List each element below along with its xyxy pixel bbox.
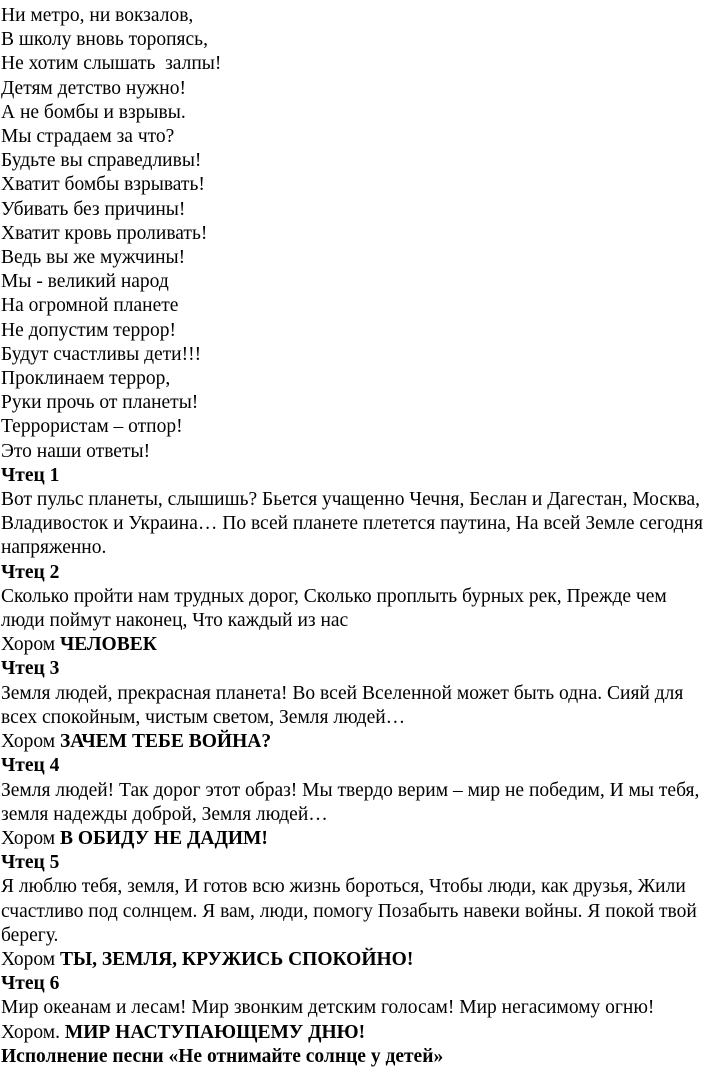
- poem-line: Хватит кровь проливать!: [1, 222, 208, 244]
- poem-line: Будут счастливы дети!!!: [1, 343, 202, 365]
- chorus-line: [1, 948, 704, 972]
- reader-heading: Чтец 1: [1, 464, 60, 486]
- reader-text: Мир океанам и лесам! Мир звонким детским голосам! Мир негасимому огню!: [1, 997, 655, 1019]
- poem-line: Мы - великий народ: [1, 271, 169, 293]
- poem-line: Не хотим слышать залпы!: [1, 53, 222, 75]
- poem-line: А не бомбы и взрывы.: [1, 101, 186, 123]
- chorus-prefix: Хором: [1, 948, 60, 970]
- reader-block-4: [1, 754, 704, 851]
- chorus-prefix: Хором: [1, 827, 60, 849]
- poem-line: Руки прочь от планеты!: [1, 392, 199, 414]
- reader-block-5: [1, 851, 704, 972]
- reader-heading: Чтец 3: [1, 658, 60, 680]
- poem-line: Детям детство нужно!: [1, 77, 186, 99]
- poem-line: Мы страдаем за что?: [1, 126, 175, 148]
- reader-text: Вот пульс планеты, слышишь? Бьется учащенно Чечня, Беслан и Дагестан, Москва, Владивосток и Украина… По всей планете плетется паутина, На всей Земле сегодня напряженно.: [1, 489, 703, 559]
- reader-text: Сколько пройти нам трудных дорог, Сколько проплыть бурных рек, Прежде чем люди поймут наконец, Что каждый из нас: [1, 585, 667, 632]
- chorus-line: [1, 827, 704, 851]
- chorus-text: В ОБИДУ НЕ ДАДИМ!: [59, 827, 268, 849]
- chorus-line: [1, 730, 704, 754]
- chorus-prefix: Хором: [1, 731, 60, 753]
- chorus-text: ТЫ, ЗЕМЛЯ, КРУЖИСЬ СПОКОЙНО!: [59, 948, 414, 970]
- chorus-line: [1, 1021, 704, 1045]
- chorus-text: ЗАЧЕМ ТЕБЕ ВОЙНА?: [59, 731, 272, 753]
- reader-text: Земля людей, прекрасная планета! Во всей Вселенной может быть одна. Сияй для всех спокойным, чистым светом, Земля людей…: [1, 682, 684, 728]
- song-performance-line: Исполнение песни «Не отнимайте солнце у детей»: [1, 1045, 444, 1067]
- reader-block-6: [1, 972, 704, 1045]
- reader-heading: Чтец 5: [1, 852, 60, 874]
- reader-heading: Чтец 6: [1, 973, 60, 995]
- reader-text: Я люблю тебя, земля, И готов всю жизнь бороться, Чтобы люди, как друзья, Жили счастливо под солнцем. Я вам, люди, помогу Позабыть навеки войны. Я покой твой берегу.: [1, 876, 697, 946]
- chorus-prefix: Хором: [1, 634, 60, 656]
- reader-block-1: [1, 464, 704, 561]
- reader-heading: Чтец 4: [1, 755, 60, 777]
- poem-line: Террористам – отпор!: [1, 416, 183, 438]
- chorus-text: МИР НАСТУПАЮЩЕМУ ДНЮ!: [64, 1021, 366, 1043]
- reader-text: Земля людей! Так дорог этот образ! Мы твердо верим – мир не победим, И мы тебя, земля надежды доброй, Земля людей…: [1, 779, 700, 825]
- poem-line: Убивать без причины!: [1, 198, 186, 220]
- reader-heading: Чтец 2: [1, 561, 60, 583]
- poem-line: Ни метро, ни вокзалов,: [1, 5, 194, 26]
- poem-line: Будьте вы справедливы!: [1, 150, 202, 172]
- poem-line: Проклинаем террор,: [1, 368, 171, 390]
- reader-block-3: [1, 657, 704, 754]
- poem: [1, 4, 704, 464]
- poem-line: В школу вновь торопясь,: [1, 29, 208, 51]
- poem-line: Хватит бомбы взрывать!: [1, 174, 205, 196]
- reader-block-2: [1, 561, 704, 658]
- poem-line: На огромной планете: [1, 295, 179, 317]
- chorus-text: ЧЕЛОВЕК: [59, 634, 157, 656]
- chorus-prefix: Хором.: [1, 1021, 65, 1043]
- poem-line: Это наши ответы!: [1, 440, 151, 462]
- chorus-line: [1, 633, 704, 657]
- poem-line: Ведь вы же мужчины!: [1, 247, 186, 269]
- poem-line: Не допустим террор!: [1, 319, 176, 341]
